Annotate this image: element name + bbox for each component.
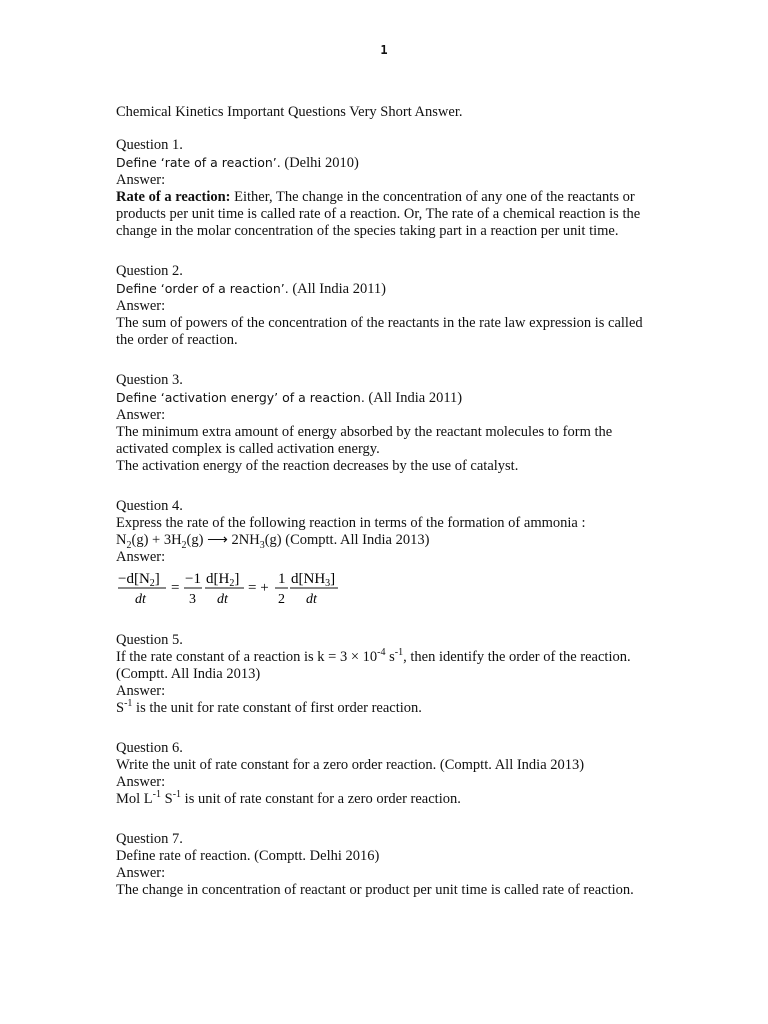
answer-body: Either, The change in the concentration of any one of the reactants or products per unit time is called rate of a reaction. Or, The rate of a chemical reaction is the change in the molar concentration of the species taking part in a reaction per unit time. [116,189,641,239]
question-source: (Comptt. All India 2013) [281,532,430,548]
question-2 [116,263,656,349]
question-5 [116,632,656,717]
answer-text [116,189,656,240]
equals-plus-sign: = + [248,580,269,596]
equation-part: N [116,532,127,548]
answer-part: S [161,791,173,807]
question-part: , then identify the order of the reaction. (Comptt. All India 2013) [116,649,631,682]
answer-text: The activation energy of the reaction decreases by the use of catalyst. [116,458,519,474]
formula-term3-numerator: $d[NH_3]$ [291,571,336,589]
question-label: Question 2. [116,263,183,279]
question-text [116,389,656,407]
answer-label: Answer: [116,407,166,423]
answer-term: Rate of a reaction: [116,189,231,205]
answer-part: S [116,700,125,716]
question-label: Question 4. [116,498,183,514]
question-text [116,280,656,298]
question-prompt: Define ‘rate of a reaction’. [116,155,281,170]
formula-term1-denominator: dt [135,592,146,607]
question-source: (All India 2011) [364,390,463,406]
question-text: Define rate of reaction. (Comptt. Delhi 2016) [116,848,380,864]
formula-term2-coef-numerator: −1 [185,571,201,587]
equals-sign: = [171,580,180,596]
question-4 [116,498,656,609]
answer-text [116,791,656,808]
superscript: -1 [172,789,182,801]
question-label: Question 1. [116,137,183,153]
document-body [116,104,656,922]
answer-label: Answer: [116,774,166,790]
superscript: -1 [152,789,161,801]
equation-part: (g) ⟶ 2NH [186,532,260,548]
question-part: If the rate constant of a reaction is k = 3 × 10 [116,649,378,665]
question-prompt: Define ‘activation energy’ of a reaction. [116,390,365,405]
question-source: (Delhi 2010) [280,155,359,171]
answer-part: is the unit for rate constant of first order reaction. [132,700,422,716]
superscript: -1 [124,698,133,710]
answer-part: Mol L [116,791,153,807]
subscript: 2 [126,539,132,551]
question-part: s [385,649,395,665]
question-text [116,154,656,172]
answer-label: Answer: [116,172,166,188]
question-text [116,649,656,683]
page-number: 1 [380,43,388,57]
question-label: Question 6. [116,740,183,756]
formula-term3-coef-denominator: 2 [278,592,285,607]
question-label: Question 5. [116,632,183,648]
answer-text: The sum of powers of the concentration of the reactants in the rate law expression is called the order of reaction. [116,315,643,348]
answer-text: The change in concentration of reactant or product per unit time is called rate of reaction. [116,882,634,898]
question-prompt: Define ‘order of a reaction’. [116,281,289,296]
answer-text [116,700,656,717]
rate-formula [116,569,656,609]
formula-term2-numerator: $d[H_2]$ [206,571,240,589]
subscript: 2 [181,539,187,551]
subscript: 3 [259,539,265,551]
question-text: Write the unit of rate constant for a zero order reaction. (Comptt. All India 2013) [116,757,585,773]
question-text: Express the rate of the following reaction in terms of the formation of ammonia : [116,515,586,531]
formula-term2-coef-denominator: 3 [189,592,196,607]
question-1 [116,137,656,240]
formula-term3-coef-numerator: 1 [278,571,286,587]
superscript: -1 [394,647,404,659]
question-3 [116,372,656,475]
equation-part: (g) [264,532,282,548]
document-title: Chemical Kinetics Important Questions Very Short Answer. [116,104,463,120]
formula-term2-denominator: dt [217,592,228,607]
formula-term1-numerator: $-d[N_2]$ [118,571,160,589]
answer-label: Answer: [116,298,166,314]
answer-label: Answer: [116,683,166,699]
question-7 [116,831,656,899]
question-label: Question 3. [116,372,183,388]
question-6 [116,740,656,808]
answer-label: Answer: [116,865,166,881]
equation-part: (g) + 3H [131,532,182,548]
answer-label: Answer: [116,549,166,565]
reaction-equation [116,532,656,549]
question-label: Question 7. [116,831,183,847]
answer-text: The minimum extra amount of energy absorbed by the reactant molecules to form the activated complex is called activation energy. [116,424,613,457]
question-source: (All India 2011) [288,281,387,297]
answer-part: is unit of rate constant for a zero order reaction. [181,791,461,807]
superscript: -4 [377,647,386,659]
rate-formula-graphic [116,569,346,609]
formula-term3-denominator: dt [306,592,317,607]
